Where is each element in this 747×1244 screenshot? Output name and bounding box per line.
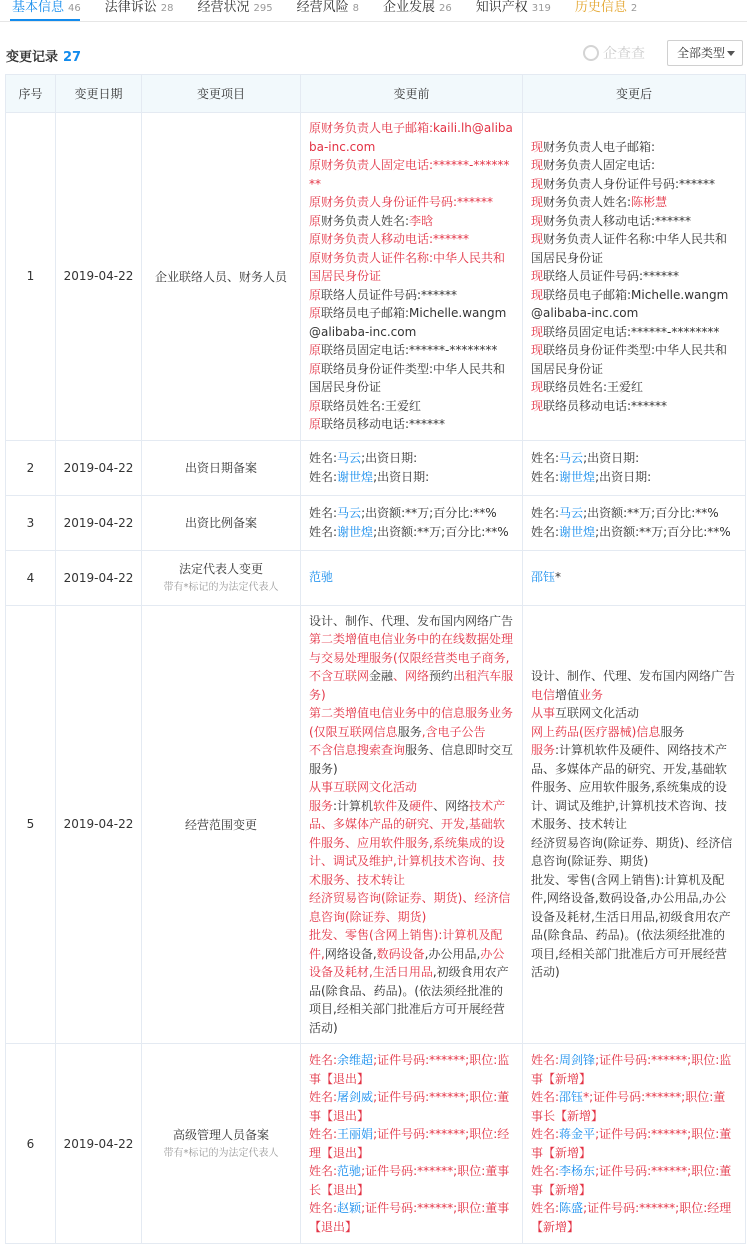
change-line xyxy=(531,323,737,342)
change-text: 姓名: xyxy=(531,469,560,484)
change-text: 原财务负责人身份证件号码:****** xyxy=(309,195,494,209)
change-line xyxy=(531,230,737,267)
change-text: 批发、零售(含网上销售):计算机及配件, xyxy=(309,928,503,961)
tab-label: 历史信息 xyxy=(574,0,627,15)
change-text: 姓名: xyxy=(531,1127,560,1141)
change-line xyxy=(531,686,737,705)
tab-basic-info[interactable] xyxy=(0,0,93,21)
before-content xyxy=(301,605,523,1044)
change-text: ;出资额:**万;百分比:**% xyxy=(595,524,731,539)
before-content xyxy=(301,113,523,441)
change-line xyxy=(531,741,737,834)
change-text: ;出资日期: xyxy=(583,451,640,465)
change-text: 数码设备 xyxy=(376,946,425,961)
change-line xyxy=(531,378,737,397)
change-text: ;证件号码:******;职位:董事【退出】 xyxy=(309,1201,510,1234)
change-item-note: 带有*标记的为法定代表人 xyxy=(163,582,279,593)
change-text: 不含信息搜索查询 xyxy=(309,743,406,757)
tab-count: 26 xyxy=(439,3,452,14)
change-line xyxy=(309,778,514,797)
change-line xyxy=(531,723,737,742)
change-line xyxy=(531,286,737,323)
tab-count: 2 xyxy=(630,3,638,14)
change-line xyxy=(309,449,514,468)
change-text: 增值 xyxy=(555,687,580,702)
change-text: ,办公用品, xyxy=(424,946,481,961)
change-text: 原财务负责人证件名称:中华人民共和国居民身份证 xyxy=(309,250,506,283)
person-link[interactable]: 谢世煌 xyxy=(337,524,374,539)
person-link[interactable]: 赵颖 xyxy=(337,1201,362,1215)
change-text: 、网络 xyxy=(433,798,470,813)
change-item xyxy=(142,440,301,495)
change-line xyxy=(309,468,514,487)
person-link[interactable]: 谢世煌 xyxy=(337,469,374,484)
change-line xyxy=(531,193,737,212)
tab-risk[interactable] xyxy=(285,0,371,21)
change-text: 原 xyxy=(309,343,322,357)
change-record-table xyxy=(5,74,746,1244)
tab-count: 8 xyxy=(352,3,359,14)
person-link[interactable]: 屠剑威 xyxy=(337,1090,374,1104)
change-text: 服务 xyxy=(660,724,685,739)
change-text: 原财务负责人移动电话:****** xyxy=(309,232,470,246)
change-line xyxy=(531,667,737,686)
type-filter-dropdown[interactable] xyxy=(667,40,743,66)
change-date: 2019-04-22 xyxy=(56,550,142,605)
change-line xyxy=(531,1125,737,1162)
change-date: 2019-04-22 xyxy=(56,1044,142,1244)
change-item-label: 法定代表人变更 xyxy=(178,562,263,576)
change-text: ;证件号码:******;职位:监事【退出】 xyxy=(309,1053,510,1086)
tab-label: 基本信息 xyxy=(12,0,65,15)
change-text: 、网络 xyxy=(393,669,430,683)
tab-label: 知识产权 xyxy=(475,0,528,15)
table-row xyxy=(6,440,746,495)
change-line xyxy=(531,504,737,523)
tab-operations[interactable] xyxy=(186,0,285,21)
change-line xyxy=(309,156,514,193)
change-text: 设计、制作、代理、发布国内网络广告 xyxy=(309,613,514,628)
change-item-note: 带有*标记的为法定代表人 xyxy=(163,1148,279,1159)
change-item xyxy=(142,605,301,1044)
change-line xyxy=(531,267,737,286)
change-text: 姓名: xyxy=(309,1090,338,1104)
change-line xyxy=(309,926,514,1037)
before-content xyxy=(301,1044,523,1244)
change-line xyxy=(309,1199,514,1236)
change-line xyxy=(309,230,514,249)
change-text: 联络员固定电话:******-******** xyxy=(543,324,720,339)
change-text: 财务负责人移动电话:****** xyxy=(543,213,692,228)
col-header-date: 变更日期 xyxy=(56,75,142,113)
change-text: 第二类增值电信业务中的在线数据处理与交易处理服务(仅限经营类电子商务,不含互联网 xyxy=(309,632,514,683)
change-text: 办公设备及耗材,生活日用品 xyxy=(309,946,505,979)
change-text: 原 xyxy=(309,417,322,431)
change-text: 陈彬慧 xyxy=(631,195,668,209)
change-text: 现 xyxy=(531,139,544,154)
change-text: ,初级食用农产品(除食品、药品)。(依法须经批准的项目,经相关部门批准后方可开展经营活动) xyxy=(309,965,509,1035)
person-link[interactable]: 陈盛 xyxy=(559,1201,584,1215)
row-index: 3 xyxy=(6,495,56,550)
change-line xyxy=(309,612,514,631)
person-link[interactable]: 邵钰 xyxy=(531,570,556,585)
person-link[interactable]: 王丽娟 xyxy=(337,1127,374,1141)
change-line xyxy=(531,568,737,587)
change-date: 2019-04-22 xyxy=(56,440,142,495)
change-line xyxy=(531,341,737,378)
change-text: 经济贸易咨询(除证券、期货)、经济信息咨询(除证券、期货) xyxy=(531,835,733,868)
section-title-text: 变更记录 xyxy=(6,50,59,65)
change-date: 2019-04-22 xyxy=(56,495,142,550)
change-text: ;证件号码:******;职位:经理【退出】 xyxy=(309,1127,510,1160)
change-text: 姓名: xyxy=(531,1053,560,1067)
tab-label: 法律诉讼 xyxy=(104,0,157,15)
change-text: ;出资日期: xyxy=(373,469,430,484)
after-content xyxy=(523,113,746,441)
change-text: ;出资日期: xyxy=(595,469,652,484)
change-text: 姓名: xyxy=(531,506,560,520)
person-link[interactable]: 马云 xyxy=(337,506,362,520)
change-text: 姓名: xyxy=(531,1201,560,1215)
change-text: 第二类增值电信业务中的信息服务业务(仅限互联网信息 xyxy=(309,706,514,739)
change-item xyxy=(142,550,301,605)
person-link[interactable]: 余维超 xyxy=(337,1053,374,1067)
change-text: 现 xyxy=(531,232,544,246)
change-line xyxy=(309,630,514,704)
change-line xyxy=(309,704,514,741)
change-text: 姓名: xyxy=(531,1090,560,1104)
table-row xyxy=(6,550,746,605)
change-text: 姓名: xyxy=(531,451,560,465)
table-row xyxy=(6,495,746,550)
change-text: 姓名: xyxy=(309,1053,338,1067)
change-text: ;出资日期: xyxy=(361,451,418,465)
change-text: 现 xyxy=(531,398,544,413)
col-header-index: 序号 xyxy=(6,75,56,113)
change-item-label: 企业联络人员、财务人员 xyxy=(154,269,287,284)
change-text: ;证件号码:******;职位:经理【新增】 xyxy=(531,1201,732,1234)
after-content xyxy=(523,605,746,1044)
person-link[interactable]: 李杨东 xyxy=(559,1164,596,1178)
change-line xyxy=(309,193,514,212)
change-text: 金融 xyxy=(369,669,394,683)
change-text: 联络人员证件号码:****** xyxy=(543,269,680,283)
change-text: 现 xyxy=(531,269,544,283)
table-row xyxy=(6,605,746,1044)
change-text: 互联网文化活动 xyxy=(555,706,640,720)
change-line xyxy=(531,449,737,468)
person-link[interactable]: 范驰 xyxy=(309,570,334,585)
col-header-after: 变更后 xyxy=(523,75,746,113)
change-text: 电信 xyxy=(531,687,556,702)
change-text: 姓名: xyxy=(531,1164,560,1178)
col-header-item: 变更项目 xyxy=(142,75,301,113)
change-line xyxy=(531,1088,737,1125)
change-item-label: 经营范围变更 xyxy=(184,817,257,832)
change-line xyxy=(309,397,514,416)
change-text: ,含电子公告 xyxy=(421,724,486,739)
tab-label: 企业发展 xyxy=(383,0,436,15)
tab-count: 46 xyxy=(68,3,81,14)
change-text: 联络员身份证件类型:中华人民共和国居民身份证 xyxy=(531,343,728,376)
change-text: 联络员固定电话:******-******** xyxy=(321,343,498,357)
before-content xyxy=(301,495,523,550)
person-link[interactable]: 马云 xyxy=(337,451,362,465)
change-text: 财务负责人姓名: xyxy=(321,213,410,228)
change-line xyxy=(309,304,514,341)
change-text: 财务负责人姓名: xyxy=(543,195,632,209)
change-text: :计算机软件及硬件、网络技术产品、多媒体产品的研究、开发,基础软件服务、应用软件服务,系统集成的设计、调试及维护,计算机技术咨询、技术服务、技术转让 xyxy=(531,743,728,831)
change-text: 现 xyxy=(531,195,544,209)
change-line xyxy=(531,468,737,487)
change-text: 姓名: xyxy=(309,1201,338,1215)
change-date: 2019-04-22 xyxy=(56,605,142,1044)
change-text: ;证件号码:******;职位:董事【退出】 xyxy=(309,1090,510,1123)
before-content xyxy=(301,440,523,495)
change-text: 现 xyxy=(531,158,544,172)
change-text: 软件 xyxy=(373,798,398,813)
change-text: :计算机 xyxy=(333,798,374,813)
change-line xyxy=(531,1051,737,1088)
change-item xyxy=(142,495,301,550)
change-line xyxy=(309,415,514,434)
row-index: 1 xyxy=(6,113,56,441)
change-text: 联络员移动电话:****** xyxy=(321,417,446,431)
change-text: *;证件号码:******;职位:董事长【新增】 xyxy=(531,1090,726,1123)
change-text: 预约 xyxy=(429,669,454,683)
change-line xyxy=(309,523,514,542)
change-text: 现 xyxy=(531,343,544,357)
change-text: 原 xyxy=(309,213,322,228)
change-line xyxy=(309,286,514,305)
record-count: 27 xyxy=(63,50,82,65)
change-text: 联络员姓名:王爱红 xyxy=(543,380,644,394)
change-text: ;出资额:**万;百分比:**% xyxy=(583,506,719,520)
change-line xyxy=(531,175,737,194)
change-line xyxy=(309,568,514,587)
change-date: 2019-04-22 xyxy=(56,113,142,441)
change-text: ;出资额:**万;百分比:**% xyxy=(361,506,497,520)
change-line xyxy=(309,360,514,397)
table-header-row xyxy=(6,75,746,113)
change-line xyxy=(309,1051,514,1088)
tab-count: 28 xyxy=(160,3,174,14)
table-body xyxy=(6,113,746,1244)
change-line xyxy=(309,504,514,523)
change-text: 财务负责人身份证件号码:****** xyxy=(543,176,716,191)
change-text: 服务、信息即时交互服务) xyxy=(309,743,514,776)
row-index: 2 xyxy=(6,440,56,495)
change-text: ;出资额:**万;百分比:**% xyxy=(373,524,509,539)
after-content xyxy=(523,440,746,495)
type-filter-label: 全部类型 xyxy=(677,46,726,60)
change-text: 服务 xyxy=(531,743,556,757)
change-text: 原 xyxy=(309,361,322,376)
change-text: 姓名: xyxy=(309,1127,338,1141)
change-text: 从事互联网文化活动 xyxy=(309,780,418,794)
change-text: 从事 xyxy=(531,706,556,720)
row-index: 6 xyxy=(6,1044,56,1244)
person-link[interactable]: 谢世煌 xyxy=(559,469,596,484)
row-index: 5 xyxy=(6,605,56,1044)
change-text: 姓名: xyxy=(309,1164,338,1178)
after-content xyxy=(523,1044,746,1244)
change-text: 原财务负责人电子邮箱:kaili.lh@alibaba-inc.com xyxy=(309,121,513,154)
change-line xyxy=(309,119,514,156)
change-text: 服务 xyxy=(397,724,422,739)
change-text: ;证件号码:******;职位:董事【新增】 xyxy=(531,1164,732,1197)
tab-count: 319 xyxy=(531,3,551,14)
change-line xyxy=(531,704,737,723)
change-text: 李晗 xyxy=(409,213,434,228)
change-text: 现 xyxy=(531,324,544,339)
change-text: 服务 xyxy=(309,798,334,813)
tab-ip[interactable] xyxy=(464,0,563,21)
change-text: 批发、零售(含网上销售):计算机及配件,网络设备,数码设备,办公用品,办公设备及耗材,生活日用品,初级食用农产品(除食品、药品)。(依法须经批准的项目,经相关部门批准后方可开展经营活动) xyxy=(531,872,731,979)
change-item xyxy=(142,113,301,441)
change-text: 现 xyxy=(531,213,544,228)
change-text: ;证件号码:******;职位:董事长【退出】 xyxy=(309,1164,510,1197)
change-line xyxy=(531,871,737,982)
person-link[interactable]: 谢世煌 xyxy=(559,524,596,539)
watermark-logo-icon xyxy=(583,45,599,61)
change-line xyxy=(309,249,514,286)
tab-development[interactable] xyxy=(371,0,464,21)
person-link[interactable]: 马云 xyxy=(559,506,584,520)
change-line xyxy=(309,1088,514,1125)
change-line xyxy=(531,1162,737,1199)
person-link[interactable]: 蒋金平 xyxy=(559,1127,596,1141)
person-link[interactable]: 邵钰 xyxy=(559,1090,584,1104)
tab-count: 295 xyxy=(253,3,273,14)
change-text: 财务负责人固定电话: xyxy=(543,158,656,172)
change-text: 联络员姓名:王爱红 xyxy=(321,398,422,413)
change-item-label: 出资日期备案 xyxy=(184,461,257,475)
row-index: 4 xyxy=(6,550,56,605)
active-tab-indicator xyxy=(10,19,80,21)
before-content xyxy=(301,550,523,605)
change-text: 姓名: xyxy=(309,524,338,539)
change-text: 现 xyxy=(531,380,544,394)
after-content xyxy=(523,495,746,550)
tab-label: 经营状况 xyxy=(197,0,250,15)
change-text: 硬件 xyxy=(409,798,434,813)
change-item-label: 高级管理人员备案 xyxy=(172,1128,269,1142)
tab-bar xyxy=(0,0,747,22)
tab-label: 经营风险 xyxy=(296,0,349,15)
change-text: 联络人员证件号码:****** xyxy=(321,287,458,302)
person-link[interactable]: 周剑锋 xyxy=(559,1053,596,1067)
change-text: 原 xyxy=(309,398,322,413)
change-line xyxy=(309,741,514,778)
change-text: 财务负责人电子邮箱: xyxy=(543,139,656,154)
change-text: ;证件号码:******;职位:董事【新增】 xyxy=(531,1127,732,1160)
change-line xyxy=(531,212,737,231)
change-line xyxy=(309,889,514,926)
change-text: 原 xyxy=(309,287,322,302)
change-text: 联络员电子邮箱:Michelle.wangm@alibaba-inc.com xyxy=(531,287,729,320)
col-header-before: 变更前 xyxy=(301,75,523,113)
change-text: 原财务负责人固定电话:******-******** xyxy=(309,158,510,191)
watermark xyxy=(583,43,645,63)
change-line xyxy=(309,1125,514,1162)
change-line xyxy=(309,341,514,360)
caret-down-icon xyxy=(727,51,735,56)
change-text: ;证件号码:******;职位:监事【新增】 xyxy=(531,1053,732,1086)
change-text: 经济贸易咨询(除证券、期货)、经济信息咨询(除证券、期货) xyxy=(309,891,511,924)
change-line xyxy=(531,156,737,175)
change-text: 联络员移动电话:****** xyxy=(543,398,668,413)
change-line xyxy=(531,397,737,416)
watermark-text: 企查查 xyxy=(603,46,645,62)
change-text: 出租汽车服务) xyxy=(309,669,514,702)
change-item-label: 出资比例备案 xyxy=(184,516,257,530)
change-text: * xyxy=(555,570,562,585)
person-link[interactable]: 马云 xyxy=(559,451,584,465)
change-line xyxy=(531,1199,737,1236)
change-text: 联络员身份证件类型:中华人民共和国居民身份证 xyxy=(309,361,506,394)
change-line xyxy=(531,523,737,542)
change-text: 网络设备, xyxy=(324,946,377,961)
change-text: 姓名: xyxy=(309,506,338,520)
change-item xyxy=(142,1044,301,1244)
change-line xyxy=(309,797,514,890)
change-text: 姓名: xyxy=(531,524,560,539)
change-text: 网上药品(医疗器械)信息 xyxy=(531,724,661,739)
person-link[interactable]: 范驰 xyxy=(337,1164,362,1178)
change-text: 技术产品、多媒体产品的研究、开发,基础软件服务、应用软件服务,系统集成的设计、调试及维护,计算机技术咨询、技术服务、技术转让 xyxy=(309,798,506,887)
table-row xyxy=(6,113,746,441)
change-text: 姓名: xyxy=(309,469,338,484)
after-content xyxy=(523,550,746,605)
change-line xyxy=(309,1162,514,1199)
change-text: 业务 xyxy=(579,687,604,702)
change-text: 设计、制作、代理、发布国内网络广告 xyxy=(531,669,736,683)
change-text: 联络员电子邮箱:Michelle.wangm@alibaba-inc.com xyxy=(309,306,507,339)
change-line xyxy=(309,212,514,231)
tab-legal[interactable] xyxy=(93,0,186,21)
table-row xyxy=(6,1044,746,1244)
change-text: 现 xyxy=(531,176,544,191)
change-text: 及 xyxy=(397,798,410,813)
change-line xyxy=(531,138,737,157)
section-title xyxy=(6,46,81,65)
section-header xyxy=(0,40,747,68)
change-text: 现 xyxy=(531,287,544,302)
tab-history[interactable] xyxy=(563,0,649,21)
change-line xyxy=(531,834,737,871)
change-text: 原 xyxy=(309,306,322,320)
change-text: 姓名: xyxy=(309,451,338,465)
change-text: 财务负责人证件名称:中华人民共和国居民身份证 xyxy=(531,232,728,265)
